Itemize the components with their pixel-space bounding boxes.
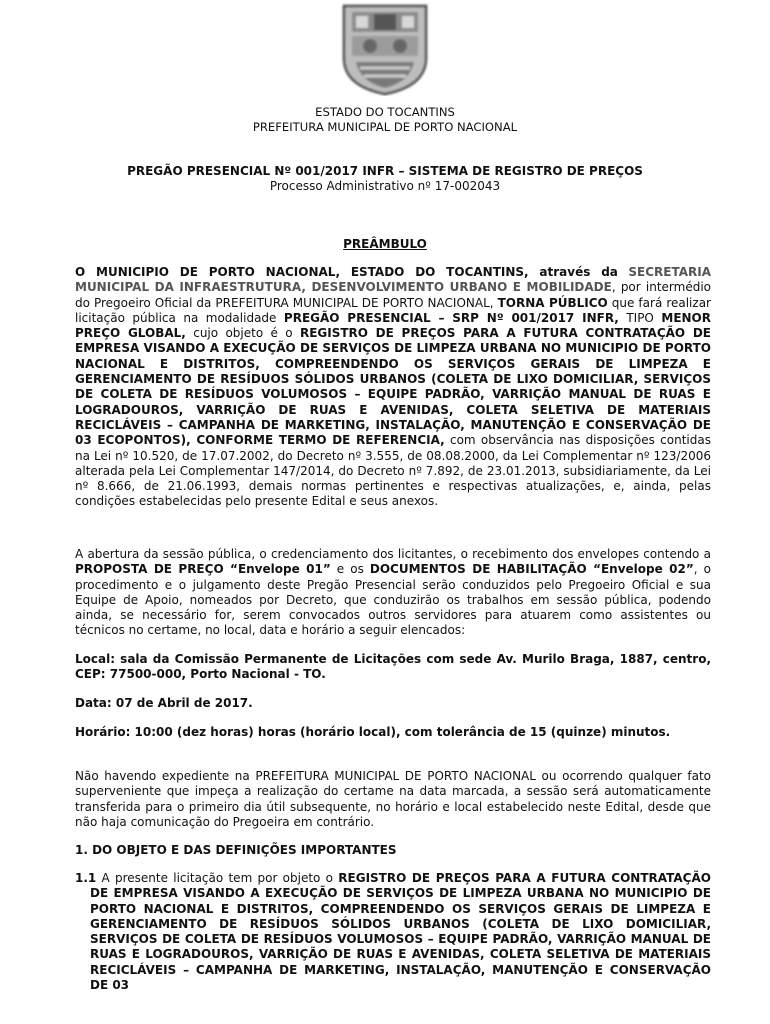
clause-1-1 — [75, 871, 711, 993]
p1-secretaria: SECRETARIA MUNICIPAL DA INFRAESTRUTURA, DESENVOLVIMENTO URBANO E MOBILIDADE — [75, 265, 711, 295]
p1-intermedio: , por intermédio do Pregoeiro Oficial da PREFEITURA MUNICIPAL DE PORTO NACIONAL, — [75, 280, 712, 310]
session-location: Local: sala da Comissão Permanente de Licitações com sede Av. Murilo Braga, 1887, centro, CEP: 77500-000, Porto Nacional - TO. — [75, 652, 711, 682]
p2-procedimento: , o procedimento e o julgamento deste Pregão Presencial serão conduzidos pelo Pregoeiro Oficial e sua Equipe de Apoio, nomeados por Decreto, que conduzirão os trabalhos em sessão pública, podendo ainda, se necessário for, serem convocados outros servidores para atuarem como assistentes ou técnicos no certame, no local, data e horário a seguir elencados: — [75, 562, 711, 638]
p1-menor-preco: MENOR PREÇO GLOBAL, — [75, 310, 711, 341]
header-state: ESTADO DO TOCANTINS — [315, 105, 455, 119]
p1-legislacao: com observância nas disposições contidas na Lei nº 10.520, de 17.07.2002, do Decreto nº 3.555, de 08.08.2000, da Lei Complementar nº 123/2006 alterada pela Lei Complementar 147/2014, do Decreto nº 7.892, de 23.01.2013, subsidiariamente, da Lei nº 8.666, de 21.06.1993, demais normas pertinentes e respectivas atualizações, e, ainda, pelas condições estabelecidas pelo presente Edital e seus anexos. — [75, 433, 711, 509]
p2-documentos: DOCUMENTOS DE HABILITAÇÃO “Envelope 02” — [369, 562, 694, 577]
session-time: Horário: 10:00 (dez horas) horas (horário local), com tolerância de 15 (quinze) minutos. — [75, 725, 671, 739]
p2-abertura: A abertura da sessão pública, o credenciamento dos licitantes, o recebimento dos envelopes contendo a — [75, 547, 711, 561]
p1-registro: REGISTRO DE PREÇOS PARA A FUTURA CONTRATAÇÃO DE EMPRESA VISANDO A EXECUÇÃO DE SERVIÇOS DE LIMPEZA URBANA NO MUNICIPIO DE PORTO NACIONAL E DISTRITOS, COMPREENDENDO OS SERVIÇOS GERAIS DE LIMPEZA E GERENCIAMENTO DE RESÍDUOS SÓLIDOS URBANOS (COLETA DE LIXO DOMICILIAR, SERVIÇOS DE COLETA DE RESÍDUOS VOLUMOSOS – EQUIPE PADRÃO, VARRIÇÃO MANUAL DE RUAS E LOGRADOUROS, VARRIÇÃO DE RUAS E AVENIDAS, COLETA SELETIVA DE MATERIAIS RECICLÁVEIS – CAMPANHA DE MARKETING, INSTALAÇÃO, MANUTENÇÃO E CONSERVAÇÃO DE 03 ECOPONTOS), CONFORME TERMO DE REFERENCIA, — [75, 326, 711, 448]
p1-objeto: cujo objeto é o — [193, 326, 293, 341]
clause-1-1-intro: A presente licitação tem por objeto o — [101, 871, 334, 885]
section-1-heading: 1. DO OBJETO E DAS DEFINIÇÕES IMPORTANTES — [75, 843, 397, 857]
preamble-paragraph-1 — [75, 265, 711, 510]
p1-tipo: TIPO — [626, 310, 654, 325]
preamble-heading — [0, 237, 770, 252]
preamble-heading-text: PREÂMBULO — [343, 237, 427, 251]
preamble-paragraph-2 — [75, 547, 711, 639]
clause-1-1-object: REGISTRO DE PREÇOS PARA A FUTURA CONTRATAÇÃO DE EMPRESA VISANDO A EXECUÇÃO DE SERVIÇOS DE LIMPEZA URBANA NO MUNICIPIO DE PORTO NACIONAL E DISTRITOS, COMPREENDENDO OS SERVIÇOS GERAIS DE LIMPEZA E GERENCIAMENTO DE RESÍDUOS SÓLIDOS URBANOS (COLETA DE LIXO DOMICILIAR, SERVIÇOS DE COLETA DE RESÍDUOS VOLUMOSOS – EQUIPE PADRÃO, VARRIÇÃO MANUAL DE RUAS E LOGRADOUROS, VARRIÇÃO DE RUAS E AVENIDAS, COLETA SELETIVA DE MATERIAIS RECICLÁVEIS – CAMPANHA DE MARKETING, INSTALAÇÃO, MANUTENÇÃO E CONSERVAÇÃO DE 03 — [90, 871, 711, 993]
p1-municipality: O MUNICIPIO DE PORTO NACIONAL, ESTADO DO TOCANTINS, através da — [75, 265, 618, 279]
preamble-paragraph-3: Não havendo expediente na PREFEITURA MUNICIPAL DE PORTO NACIONAL ou ocorrendo qualquer fato superveniente que impeça a realização do certame na data marcada, a sessão será automaticamente transferida para o primeiro dia útil subsequente, no horário e local estabelecido neste Edital, desde que não haja comunicação do Pregoeira em contrário. — [75, 769, 711, 829]
p1-pregao: PREGÃO PRESENCIAL – SRP Nº 001/2017 INFR, — [283, 310, 619, 325]
process-number: Processo Administrativo nº 17-002043 — [269, 179, 501, 193]
clause-1-1-number: 1.1 — [75, 871, 97, 885]
header-prefecture: PREFEITURA MUNICIPAL DE PORTO NACIONAL — [252, 120, 518, 134]
coat-of-arms-icon — [330, 0, 440, 96]
p2-e-os: e os — [336, 562, 364, 577]
session-date: Data: 07 de Abril de 2017. — [75, 696, 253, 710]
p1-modalidade: que fará realizar licitação pública na modalidade — [75, 295, 711, 325]
document-title: PREGÃO PRESENCIAL Nº 001/2017 INFR – SISTEMA DE REGISTRO DE PREÇOS — [127, 164, 643, 178]
p2-proposta: PROPOSTA DE PREÇO “Envelope 01” — [75, 562, 331, 577]
p1-torna-publico: TORNA PÚBLICO — [497, 295, 608, 310]
